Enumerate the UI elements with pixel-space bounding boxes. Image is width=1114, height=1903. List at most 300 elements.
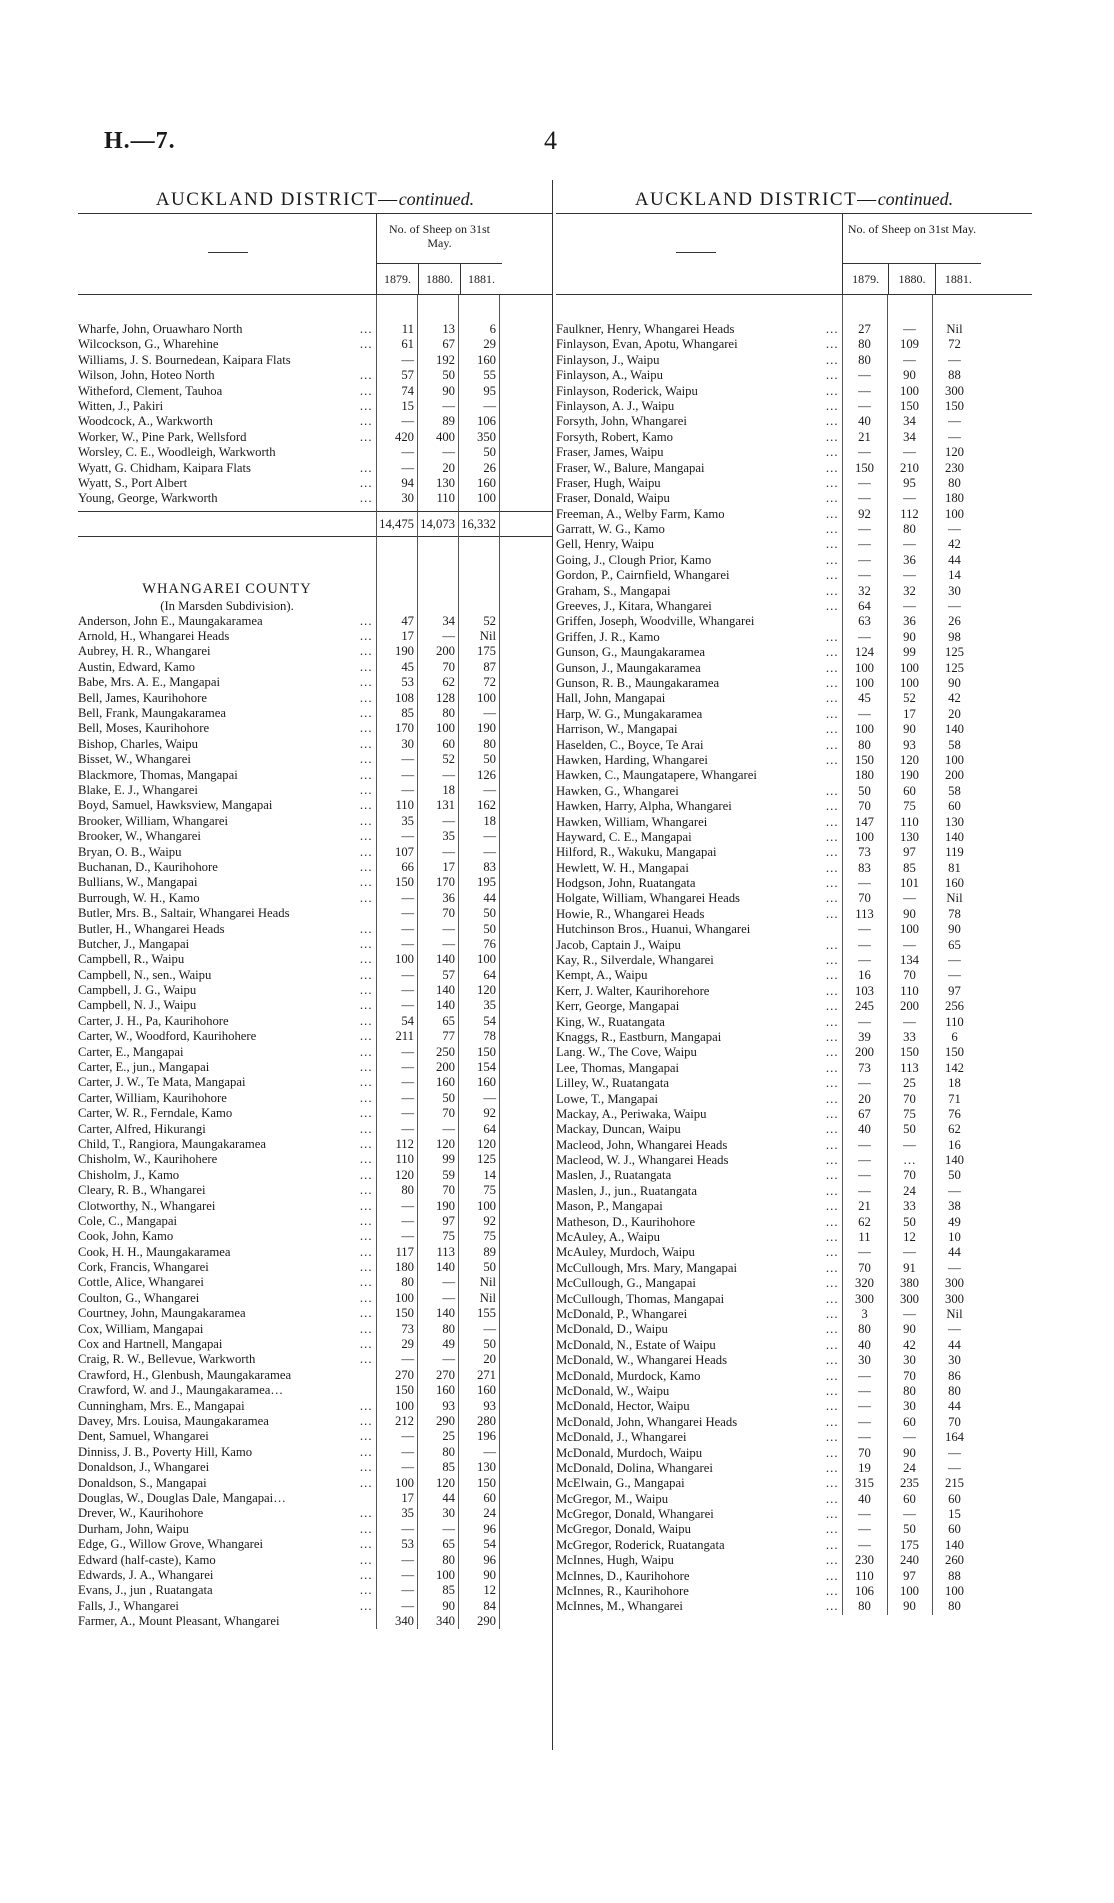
- sheep-count-1879: —: [401, 1429, 414, 1444]
- sheep-count-1881: 160: [476, 475, 496, 490]
- table-row: [556, 1538, 1032, 1553]
- sheep-count-1879: 57: [401, 368, 414, 383]
- sheep-count-1880: 100: [899, 675, 920, 690]
- sheep-count-1881: 110: [945, 1014, 964, 1029]
- sheep-count-1881: 44: [948, 1337, 961, 1352]
- sheep-count-1881: 290: [476, 1614, 496, 1629]
- sheep-count-1879: 106: [854, 1584, 875, 1599]
- table-row: [78, 875, 552, 890]
- sheep-count-1879: —: [401, 782, 414, 797]
- sheep-count-1880: 62: [442, 675, 455, 690]
- table-row: [78, 1614, 552, 1629]
- table-row: [78, 1506, 552, 1521]
- sheep-count-1879: 61: [401, 337, 414, 352]
- sheep-count-1881: 58: [948, 737, 961, 752]
- sheep-count-1880: 190: [435, 1198, 455, 1213]
- total-1879: 14,475: [379, 516, 414, 531]
- section-subtitle: (In Marsden Subdivision).: [160, 598, 294, 613]
- owner-name: [556, 722, 842, 737]
- owner-name: [556, 1569, 842, 1584]
- sheep-count-1880: 380: [899, 1276, 920, 1291]
- sheep-count-1880: —: [903, 1430, 916, 1445]
- leader-dots: …: [359, 1537, 372, 1552]
- sheep-count-1881: 42: [948, 537, 961, 552]
- owner-name-text: McInnes, R., Kaurihohore: [556, 1584, 689, 1599]
- sheep-count-1880: —: [903, 891, 916, 906]
- sheep-count-1880: —: [442, 936, 455, 951]
- sheep-count-1881: 80: [948, 475, 961, 490]
- owner-name: [78, 353, 376, 368]
- sheep-count-1881: 50: [483, 752, 496, 767]
- owner-name: [556, 522, 842, 537]
- table-row: [78, 614, 552, 629]
- sheep-count-1880: —: [442, 398, 455, 413]
- leader-dots: …: [825, 706, 838, 721]
- sheep-count-1881: 86: [948, 1368, 961, 1383]
- sheep-count-1880: 192: [435, 352, 455, 367]
- table-row: [556, 1322, 1032, 1337]
- sheep-count-1880: 97: [903, 845, 916, 860]
- leader-dots: …: [359, 1429, 372, 1444]
- owner-name-text: Knaggs, R., Eastburn, Mangapai: [556, 1029, 722, 1044]
- leader-dots: …: [825, 398, 838, 413]
- owner-name: [556, 1553, 842, 1568]
- owner-name-text: Forsyth, John, Whangarei: [556, 414, 687, 429]
- leader-dots: …: [359, 644, 372, 659]
- page-reference: H.—7.: [104, 128, 176, 154]
- owner-name: [556, 1107, 842, 1122]
- sheep-count-1879: 80: [401, 1275, 414, 1290]
- table-row: [556, 1307, 1032, 1322]
- sheep-count-1879: —: [858, 1153, 871, 1168]
- sheep-count-1881: 160: [476, 1075, 496, 1090]
- owner-name-text: Lang. W., The Cove, Waipu: [556, 1045, 697, 1060]
- leader-dots: …: [359, 1583, 372, 1598]
- table-row: [78, 1445, 552, 1460]
- sheep-count-1880: …: [903, 1153, 916, 1168]
- sheep-count-1879: 62: [858, 1214, 871, 1229]
- owner-name-text: Dinniss, J. B., Poverty Hill, Kamo: [78, 1444, 253, 1459]
- leader-dots: …: [825, 475, 838, 490]
- total-1881: 16,332: [461, 516, 496, 531]
- sheep-count-1881: 49: [948, 1214, 961, 1229]
- sheep-count-1879: —: [401, 767, 414, 782]
- owner-name-text: Cook, John, Kamo: [78, 1229, 174, 1244]
- sheep-count-1881: 26: [948, 614, 961, 629]
- table-row: [78, 998, 552, 1013]
- sheep-count-1879: 420: [394, 429, 414, 444]
- sheep-count-1880: 290: [435, 1414, 455, 1428]
- sheep-count-1880: 70: [903, 1368, 916, 1383]
- right-column: [556, 185, 1032, 1615]
- owner-name-text: McGregor, Donald, Whangarei: [556, 1507, 714, 1522]
- sheep-count-1879: —: [401, 1567, 414, 1582]
- table-row: [78, 1275, 552, 1290]
- owner-name: [78, 968, 376, 983]
- sheep-count-1881: 26: [483, 460, 496, 475]
- sheep-count-1880: 50: [903, 1522, 916, 1537]
- sheep-count-1881: 100: [944, 752, 965, 767]
- leader-dots: …: [825, 737, 838, 752]
- sheep-count-1881: 30: [948, 583, 961, 598]
- table-row: [78, 1229, 552, 1244]
- sheep-count-1880: 36: [903, 552, 916, 567]
- sheep-header-label: No. of Sheep on 31st May.: [377, 214, 502, 264]
- leader-dots: …: [359, 967, 372, 982]
- sheep-count-1881: 90: [948, 922, 961, 937]
- leader-dots: …: [359, 1229, 372, 1244]
- owner-name-text: Carter, E., Mangapai: [78, 1044, 184, 1059]
- sheep-count-1880: 20: [442, 460, 455, 475]
- table-row: [556, 738, 1032, 753]
- table-row: [78, 414, 552, 429]
- owner-name: [556, 1492, 842, 1507]
- sheep-count-1879: —: [401, 1229, 414, 1244]
- sheep-count-1881: 12: [483, 1583, 496, 1598]
- owner-name: [556, 876, 842, 891]
- sheep-count-1881: 87: [483, 659, 496, 674]
- owner-name-text: Boyd, Samuel, Hawksview, Mangapai: [78, 798, 273, 813]
- owner-name-text: Gunson, R. B., Maungakaramea: [556, 675, 720, 690]
- owner-name-text: Campbell, N. J., Waipu: [78, 998, 197, 1013]
- owner-name-text: Carter, J. W., Te Mata, Mangapai: [78, 1075, 246, 1090]
- sheep-count-1881: —: [948, 352, 961, 367]
- sheep-count-1879: —: [858, 475, 871, 490]
- owner-name-text: Maslen, J., jun., Ruatangata: [556, 1183, 697, 1198]
- sheep-count-1880: 134: [899, 953, 920, 968]
- owner-name-text: Cork, Francis, Whangarei: [78, 1260, 209, 1275]
- owner-name: [556, 891, 842, 906]
- sheep-count-1881: 190: [476, 721, 496, 736]
- sheep-count-1880: 75: [442, 1229, 455, 1244]
- sheep-count-1881: 120: [944, 445, 965, 460]
- table-row: [556, 1507, 1032, 1522]
- sheep-count-1880: —: [903, 322, 916, 336]
- table-row: [556, 322, 1032, 337]
- sheep-count-1879: —: [858, 1245, 871, 1260]
- owner-name-text: Carter, E., jun., Mangapai: [78, 1060, 210, 1075]
- year-1879-header: 1879.: [384, 272, 411, 286]
- sheep-count-1880: —: [903, 445, 916, 460]
- sheep-count-1881: 50: [483, 906, 496, 921]
- sheep-count-1881: 14: [948, 568, 961, 583]
- sheep-count-1881: 300: [944, 383, 965, 398]
- leader-dots: …: [825, 337, 838, 352]
- owner-name: [556, 1261, 842, 1276]
- leader-dots: …: [359, 1136, 372, 1151]
- table-row: [78, 1352, 552, 1367]
- leader-dots: …: [359, 1198, 372, 1213]
- table-row: [556, 368, 1032, 383]
- sheep-count-1880: 150: [899, 398, 920, 413]
- owner-name-text: Fraser, Hugh, Waipu: [556, 475, 661, 490]
- table-row: [556, 999, 1032, 1014]
- sheep-count-1879: 80: [858, 1322, 871, 1337]
- sheep-count-1879: —: [858, 1522, 871, 1537]
- table-row: [78, 1337, 552, 1352]
- table-row: [78, 752, 552, 767]
- owner-name-text: Jacob, Captain J., Waipu: [556, 937, 681, 952]
- owner-name-text: Crawford, H., Glenbush, Maungakaramea: [78, 1367, 292, 1382]
- table-row: [78, 891, 552, 906]
- sheep-count-1880: 50: [442, 368, 455, 383]
- sheep-count-1881: 155: [476, 1306, 496, 1321]
- table-row: [78, 968, 552, 983]
- table-row: [78, 814, 552, 829]
- sheep-count-1879: 19: [858, 1460, 871, 1475]
- sheep-count-1879: —: [858, 937, 871, 952]
- sheep-count-1881: 260: [944, 1553, 965, 1568]
- owner-name: [556, 938, 842, 953]
- sheep-count-1881: 78: [483, 1029, 496, 1044]
- sheep-count-1879: 80: [858, 1599, 871, 1614]
- sheep-count-1879: —: [401, 445, 414, 460]
- owner-name-text: Carter, W. R., Ferndale, Kamo: [78, 1106, 233, 1121]
- sheep-count-1879: 53: [401, 1537, 414, 1552]
- sheep-count-1879: —: [858, 1537, 871, 1552]
- leader-dots: …: [825, 1445, 838, 1460]
- table-row: [556, 830, 1032, 845]
- sheep-count-1881: 106: [476, 414, 496, 429]
- sheep-count-1881: 140: [944, 1537, 965, 1552]
- owner-name: [78, 337, 376, 352]
- sheep-count-1880: 30: [903, 1399, 916, 1414]
- year-1881-header: 1881.: [935, 264, 981, 294]
- owner-name-text: Courtney, John, Maungakaramea: [78, 1306, 246, 1321]
- owner-name: [556, 1384, 842, 1399]
- sheep-count-1880: 110: [900, 814, 919, 829]
- owner-name-text: Harp, W. G., Mungakaramea: [556, 706, 703, 721]
- leader-dots: …: [825, 814, 838, 829]
- leader-dots: …: [825, 675, 838, 690]
- table-row: [556, 1261, 1032, 1276]
- leader-dots: …: [825, 660, 838, 675]
- sheep-count-1880: 90: [903, 368, 916, 383]
- leader-dots: …: [359, 675, 372, 690]
- owner-name: [556, 1538, 842, 1553]
- table-row: [556, 1446, 1032, 1461]
- table-header-left: [78, 213, 552, 295]
- sheep-count-1879: 80: [401, 1183, 414, 1198]
- sheep-count-1879: 270: [394, 1367, 414, 1382]
- leader-dots: …: [825, 1245, 838, 1260]
- sheep-count-1881: 100: [476, 1198, 496, 1213]
- sheep-count-1881: 75: [483, 1183, 496, 1198]
- owner-name: [556, 1245, 842, 1260]
- sheep-count-1880: 32: [903, 583, 916, 598]
- table-row: [556, 1045, 1032, 1060]
- sheep-count-1881: 20: [483, 1352, 496, 1367]
- sheep-count-1880: 130: [899, 829, 920, 844]
- owner-name-text: Gunson, J., Maungakaramea: [556, 660, 701, 675]
- owner-name: [78, 1445, 376, 1460]
- owner-name-text: Arnold, H., Whangarei Heads: [78, 629, 230, 644]
- owner-name: [556, 799, 842, 814]
- owner-name: [556, 430, 842, 445]
- sheep-count-1879: —: [858, 1014, 871, 1029]
- owner-name: [556, 1599, 842, 1614]
- table-row: [78, 952, 552, 967]
- leader-dots: …: [359, 613, 372, 628]
- owner-name-text: Wilcockson, G., Wharehine: [78, 337, 219, 352]
- sheep-count-1881: 76: [948, 1106, 961, 1121]
- sheep-count-1880: 100: [899, 660, 920, 675]
- owner-name: [556, 322, 842, 337]
- sheep-count-1879: 110: [395, 798, 414, 813]
- sheep-count-1881: 90: [948, 675, 961, 690]
- sheep-count-1879: 74: [401, 383, 414, 398]
- table-row: [556, 630, 1032, 645]
- sheep-count-1880: 93: [442, 1398, 455, 1413]
- owner-name-text: Faulkner, Henry, Whangarei Heads: [556, 322, 735, 336]
- sheep-count-1879: —: [401, 921, 414, 936]
- district-title-left: [78, 185, 552, 213]
- owner-name-text: Hayward, C. E., Mangapai: [556, 829, 692, 844]
- owner-name: [78, 891, 376, 906]
- sheep-count-1880: 44: [442, 1490, 455, 1505]
- table-row: [78, 1583, 552, 1598]
- sheep-count-1880: —: [442, 1290, 455, 1305]
- owner-name-text: Cottle, Alice, Whangarei: [78, 1275, 204, 1290]
- sheep-count-1880: 235: [899, 1476, 920, 1491]
- grid-line: [887, 295, 888, 1615]
- sheep-count-1879: —: [858, 1383, 871, 1398]
- table-row: [556, 384, 1032, 399]
- sheep-count-1879: 200: [854, 1045, 875, 1060]
- table-row: [78, 430, 552, 445]
- sheep-count-1881: 38: [948, 1199, 961, 1214]
- sheep-count-1880: —: [903, 1137, 916, 1152]
- owner-name-text: Gunson, G., Maungakaramea: [556, 645, 706, 660]
- sheep-count-1879: —: [858, 398, 871, 413]
- leader-dots: …: [359, 782, 372, 797]
- table-row: [78, 1537, 552, 1552]
- sheep-count-1881: —: [483, 782, 496, 797]
- owner-name-text: Fraser, Donald, Waipu: [556, 491, 670, 506]
- sheep-count-1879: 80: [858, 737, 871, 752]
- leader-dots: …: [825, 537, 838, 552]
- sheep-count-1880: 65: [442, 1537, 455, 1552]
- sheep-count-1879: 147: [854, 814, 875, 829]
- owner-name: [78, 322, 376, 337]
- district-title-right: [556, 185, 1032, 213]
- sheep-count-1879: 110: [395, 1152, 414, 1167]
- table-row: [78, 322, 552, 337]
- sheep-count-1879: 30: [401, 736, 414, 751]
- sheep-count-1881: 60: [948, 799, 961, 814]
- owner-name: [556, 784, 842, 799]
- owner-name: [78, 1337, 376, 1352]
- sheep-count-1881: Nil: [479, 1290, 496, 1305]
- table-row: [556, 845, 1032, 860]
- owner-name: [78, 1491, 376, 1506]
- owner-name-text: Hutchinson Bros., Huanui, Whangarei: [556, 922, 751, 937]
- owner-name: [556, 707, 842, 722]
- owner-name: [556, 599, 842, 614]
- leader-dots: …: [359, 659, 372, 674]
- sheep-count-1880: —: [442, 1521, 455, 1536]
- table-row: [78, 1568, 552, 1583]
- owner-name: [78, 1460, 376, 1475]
- owner-name-text: Blackmore, Thomas, Mangapai: [78, 767, 238, 782]
- owner-name-text: McInnes, D., Kaurihohore: [556, 1568, 690, 1583]
- sheep-count-1881: —: [948, 414, 961, 429]
- sheep-count-1879: 92: [858, 506, 871, 521]
- table-row: [556, 1215, 1032, 1230]
- leader-dots: …: [359, 1075, 372, 1090]
- sheep-count-1879: 150: [394, 875, 414, 890]
- table-row: [556, 522, 1032, 537]
- sheep-count-1880: —: [442, 767, 455, 782]
- owner-name: [78, 1029, 376, 1044]
- sheep-count-1879: —: [858, 1168, 871, 1183]
- sheep-count-1879: 45: [401, 659, 414, 674]
- table-row: [556, 568, 1032, 583]
- owner-name-text: Fraser, W., Balure, Mangapai: [556, 460, 705, 475]
- sheep-count-1880: 210: [899, 460, 920, 475]
- sheep-count-1879: 15: [401, 398, 414, 413]
- sheep-count-1881: 150: [476, 1044, 496, 1059]
- leader-dots: …: [825, 1168, 838, 1183]
- table-row: [556, 1599, 1032, 1614]
- leader-dots: …: [825, 583, 838, 598]
- sheep-count-1879: —: [858, 876, 871, 891]
- owner-name-text: McCullough, G., Mangapai: [556, 1276, 696, 1291]
- sheep-count-1879: 73: [858, 1060, 871, 1075]
- owner-name: [78, 952, 376, 967]
- owner-name-text: McDonald, W., Whangarei Heads: [556, 1353, 728, 1368]
- owner-name: [78, 1260, 376, 1275]
- owner-name: [78, 1060, 376, 1075]
- owner-name: [78, 1352, 376, 1367]
- owner-name-text: Edwards, J. A., Whangarei: [78, 1567, 214, 1582]
- table-row: [556, 1584, 1032, 1599]
- table-row: [556, 584, 1032, 599]
- leader-dots: …: [825, 1383, 838, 1398]
- sheep-count-1880: 100: [899, 922, 920, 937]
- table-row: [78, 691, 552, 706]
- year-1880-header: 1880.: [418, 264, 460, 294]
- owner-name: [78, 1599, 376, 1614]
- owner-name-text: Kerr, J. Walter, Kaurihorehore: [556, 983, 710, 998]
- sheep-count-1879: —: [401, 460, 414, 475]
- owner-name: [556, 984, 842, 999]
- owner-name: [556, 368, 842, 383]
- sheep-count-1880: 99: [442, 1152, 455, 1167]
- table-row: [556, 491, 1032, 506]
- sheep-count-1879: 35: [401, 1506, 414, 1521]
- sheep-count-1881: 95: [483, 383, 496, 398]
- sheep-count-1881: 142: [944, 1060, 965, 1075]
- owner-name-text: Forsyth, Robert, Kamo: [556, 429, 674, 444]
- leader-dots: …: [825, 1230, 838, 1245]
- table-row: [78, 1399, 552, 1414]
- sheep-count-1879: —: [858, 383, 871, 398]
- table-row: [78, 353, 552, 368]
- owner-name: [78, 368, 376, 383]
- owner-name-text: Hawken, Harry, Alpha, Whangarei: [556, 799, 732, 814]
- sheep-count-1881: —: [483, 1444, 496, 1459]
- sheep-count-1880: 75: [903, 1106, 916, 1121]
- owner-name: [78, 1152, 376, 1167]
- sheep-count-1880: 33: [903, 1199, 916, 1214]
- sheep-count-1879: —: [401, 1198, 414, 1213]
- sheep-count-1881: 55: [483, 368, 496, 383]
- sheep-count-1881: 62: [948, 1122, 961, 1137]
- sheep-count-1879: 53: [401, 675, 414, 690]
- leader-dots: …: [359, 1121, 372, 1136]
- sheep-count-1880: 34: [442, 613, 455, 628]
